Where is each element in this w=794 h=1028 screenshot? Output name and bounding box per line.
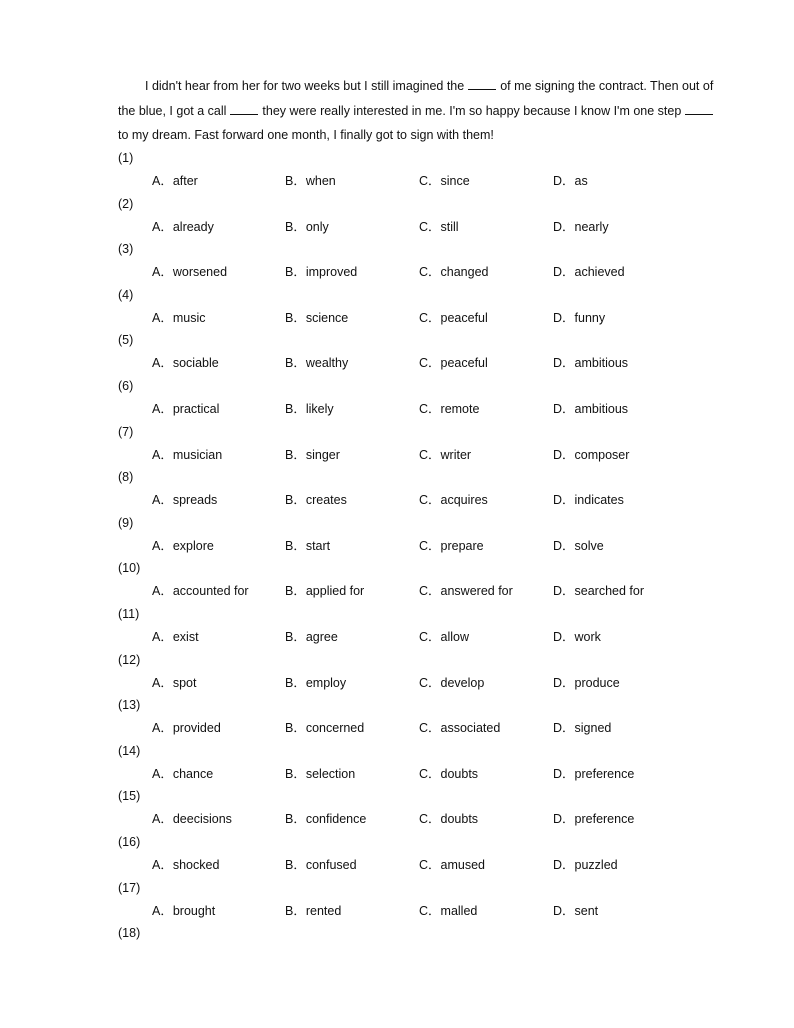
option-b: B．wealthy (285, 356, 349, 371)
question-item (118, 786, 718, 832)
passage-text-3: they were really interested in me. I'm so happy because I know I'm one step (262, 103, 682, 118)
question-item (118, 513, 718, 559)
option-a: A．after (152, 174, 198, 188)
question-number: (16) (118, 834, 141, 849)
option-d: D．searched for (553, 584, 645, 599)
option-a: A．deecisions (152, 812, 232, 827)
option-c: C．peaceful (419, 310, 488, 325)
option-b: B．singer (285, 447, 340, 462)
option-a: A．accounted for (152, 584, 249, 599)
question-number: (13) (118, 698, 141, 713)
option-d: D．preference (553, 766, 635, 781)
question-item (118, 376, 718, 422)
option-d: D．produce (553, 675, 620, 690)
option-a: A．spreads (152, 493, 218, 508)
passage-text-2: of me signing the contract. Then out of the blue, I got a call (118, 79, 714, 118)
option-d: D．nearly (553, 219, 609, 234)
question-number: (12) (118, 652, 141, 667)
option-c: C．malled (419, 903, 478, 918)
question-item (118, 695, 718, 741)
option-d: D．composer (553, 447, 630, 462)
passage-text-1: I didn't hear from her for two weeks but I still imagined the (145, 79, 465, 93)
option-a: A．practical (152, 401, 220, 416)
option-d: D．as (553, 174, 588, 188)
option-d: D．solve (553, 538, 604, 553)
option-d: D．achieved (553, 265, 625, 280)
option-c: C．allow (419, 629, 470, 644)
option-b: B．start (285, 538, 331, 553)
option-c: C．answered for (419, 584, 513, 599)
option-b: B．science (285, 310, 349, 325)
option-c: C．doubts (419, 812, 479, 827)
answer-blank (468, 77, 496, 90)
option-b: B．only (285, 219, 329, 234)
question-number: (1) (118, 151, 134, 165)
option-c: C．changed (419, 265, 489, 280)
question-item (118, 285, 718, 331)
option-d: D．ambitious (553, 356, 629, 371)
option-c: C．still (419, 219, 459, 234)
question-item (118, 330, 718, 376)
question-number: (5) (118, 333, 134, 348)
question-item (118, 558, 718, 604)
question-item (118, 239, 718, 285)
option-d: D．signed (553, 721, 612, 736)
option-c: C．associated (419, 721, 501, 736)
question-item (118, 741, 718, 787)
question-item (118, 923, 718, 969)
question-number: (17) (118, 880, 141, 895)
option-b: B．confidence (285, 812, 367, 827)
passage-text-4: to my dream. Fast forward one month, I finally got to sign with them! (118, 128, 494, 142)
question-item (118, 422, 718, 468)
question-number: (11) (118, 606, 140, 621)
option-b: B．rented (285, 903, 342, 918)
option-b: B．likely (285, 401, 334, 416)
passage-paragraph (118, 74, 718, 148)
question-number: (7) (118, 424, 134, 439)
option-c: C．doubts (419, 766, 479, 781)
question-number: (2) (118, 196, 134, 211)
option-c: C．amused (419, 857, 485, 872)
question-number: (4) (118, 287, 134, 302)
question-item (118, 194, 718, 240)
option-d: D．preference (553, 812, 635, 827)
option-c: C．since (419, 174, 470, 188)
option-b: B．applied for (285, 584, 365, 599)
option-d: D．ambitious (553, 401, 629, 416)
question-list (118, 148, 718, 969)
option-b: B．employ (285, 675, 347, 690)
option-c: C．prepare (419, 538, 484, 553)
question-number: (3) (118, 242, 134, 257)
question-number: (8) (118, 470, 134, 485)
option-a: A．spot (152, 675, 197, 690)
question-number: (10) (118, 561, 141, 576)
question-number: (9) (118, 515, 134, 530)
option-a: A．chance (152, 766, 214, 781)
option-b: B．confused (285, 857, 357, 872)
answer-blank (685, 102, 713, 115)
question-number: (15) (118, 789, 141, 804)
option-c: C．develop (419, 675, 485, 690)
option-a: A．provided (152, 721, 221, 736)
option-d: D．indicates (553, 493, 624, 508)
option-b: B．improved (285, 265, 358, 280)
option-a: A．worsened (152, 265, 228, 280)
question-number: (18) (118, 926, 141, 941)
option-a: A．already (152, 219, 214, 234)
option-d: D．funny (553, 310, 606, 325)
option-b: B．creates (285, 493, 347, 508)
question-item (118, 650, 718, 696)
option-d: D．puzzled (553, 857, 618, 872)
question-item (118, 467, 718, 513)
option-a: A．brought (152, 903, 216, 918)
option-b: B．concerned (285, 721, 365, 736)
option-a: A．musician (152, 447, 223, 462)
option-a: A．shocked (152, 857, 220, 872)
option-c: C．peaceful (419, 356, 488, 371)
option-b: B．selection (285, 766, 356, 781)
question-item (118, 878, 718, 924)
option-c: C．acquires (419, 493, 488, 508)
option-a: A．exist (152, 629, 199, 644)
option-b: B．when (285, 174, 336, 188)
question-item (118, 832, 718, 878)
answer-blank (230, 102, 258, 115)
question-item (118, 148, 718, 194)
question-item (118, 604, 718, 650)
option-c: C．remote (419, 401, 480, 416)
question-number: (14) (118, 743, 141, 758)
question-number: (6) (118, 378, 134, 393)
option-d: D．sent (553, 903, 599, 918)
option-c: C．writer (419, 447, 472, 462)
option-b: B．agree (285, 629, 338, 644)
option-a: A．music (152, 310, 206, 325)
option-a: A．sociable (152, 356, 219, 371)
option-d: D．work (553, 629, 601, 644)
option-a: A．explore (152, 538, 214, 553)
